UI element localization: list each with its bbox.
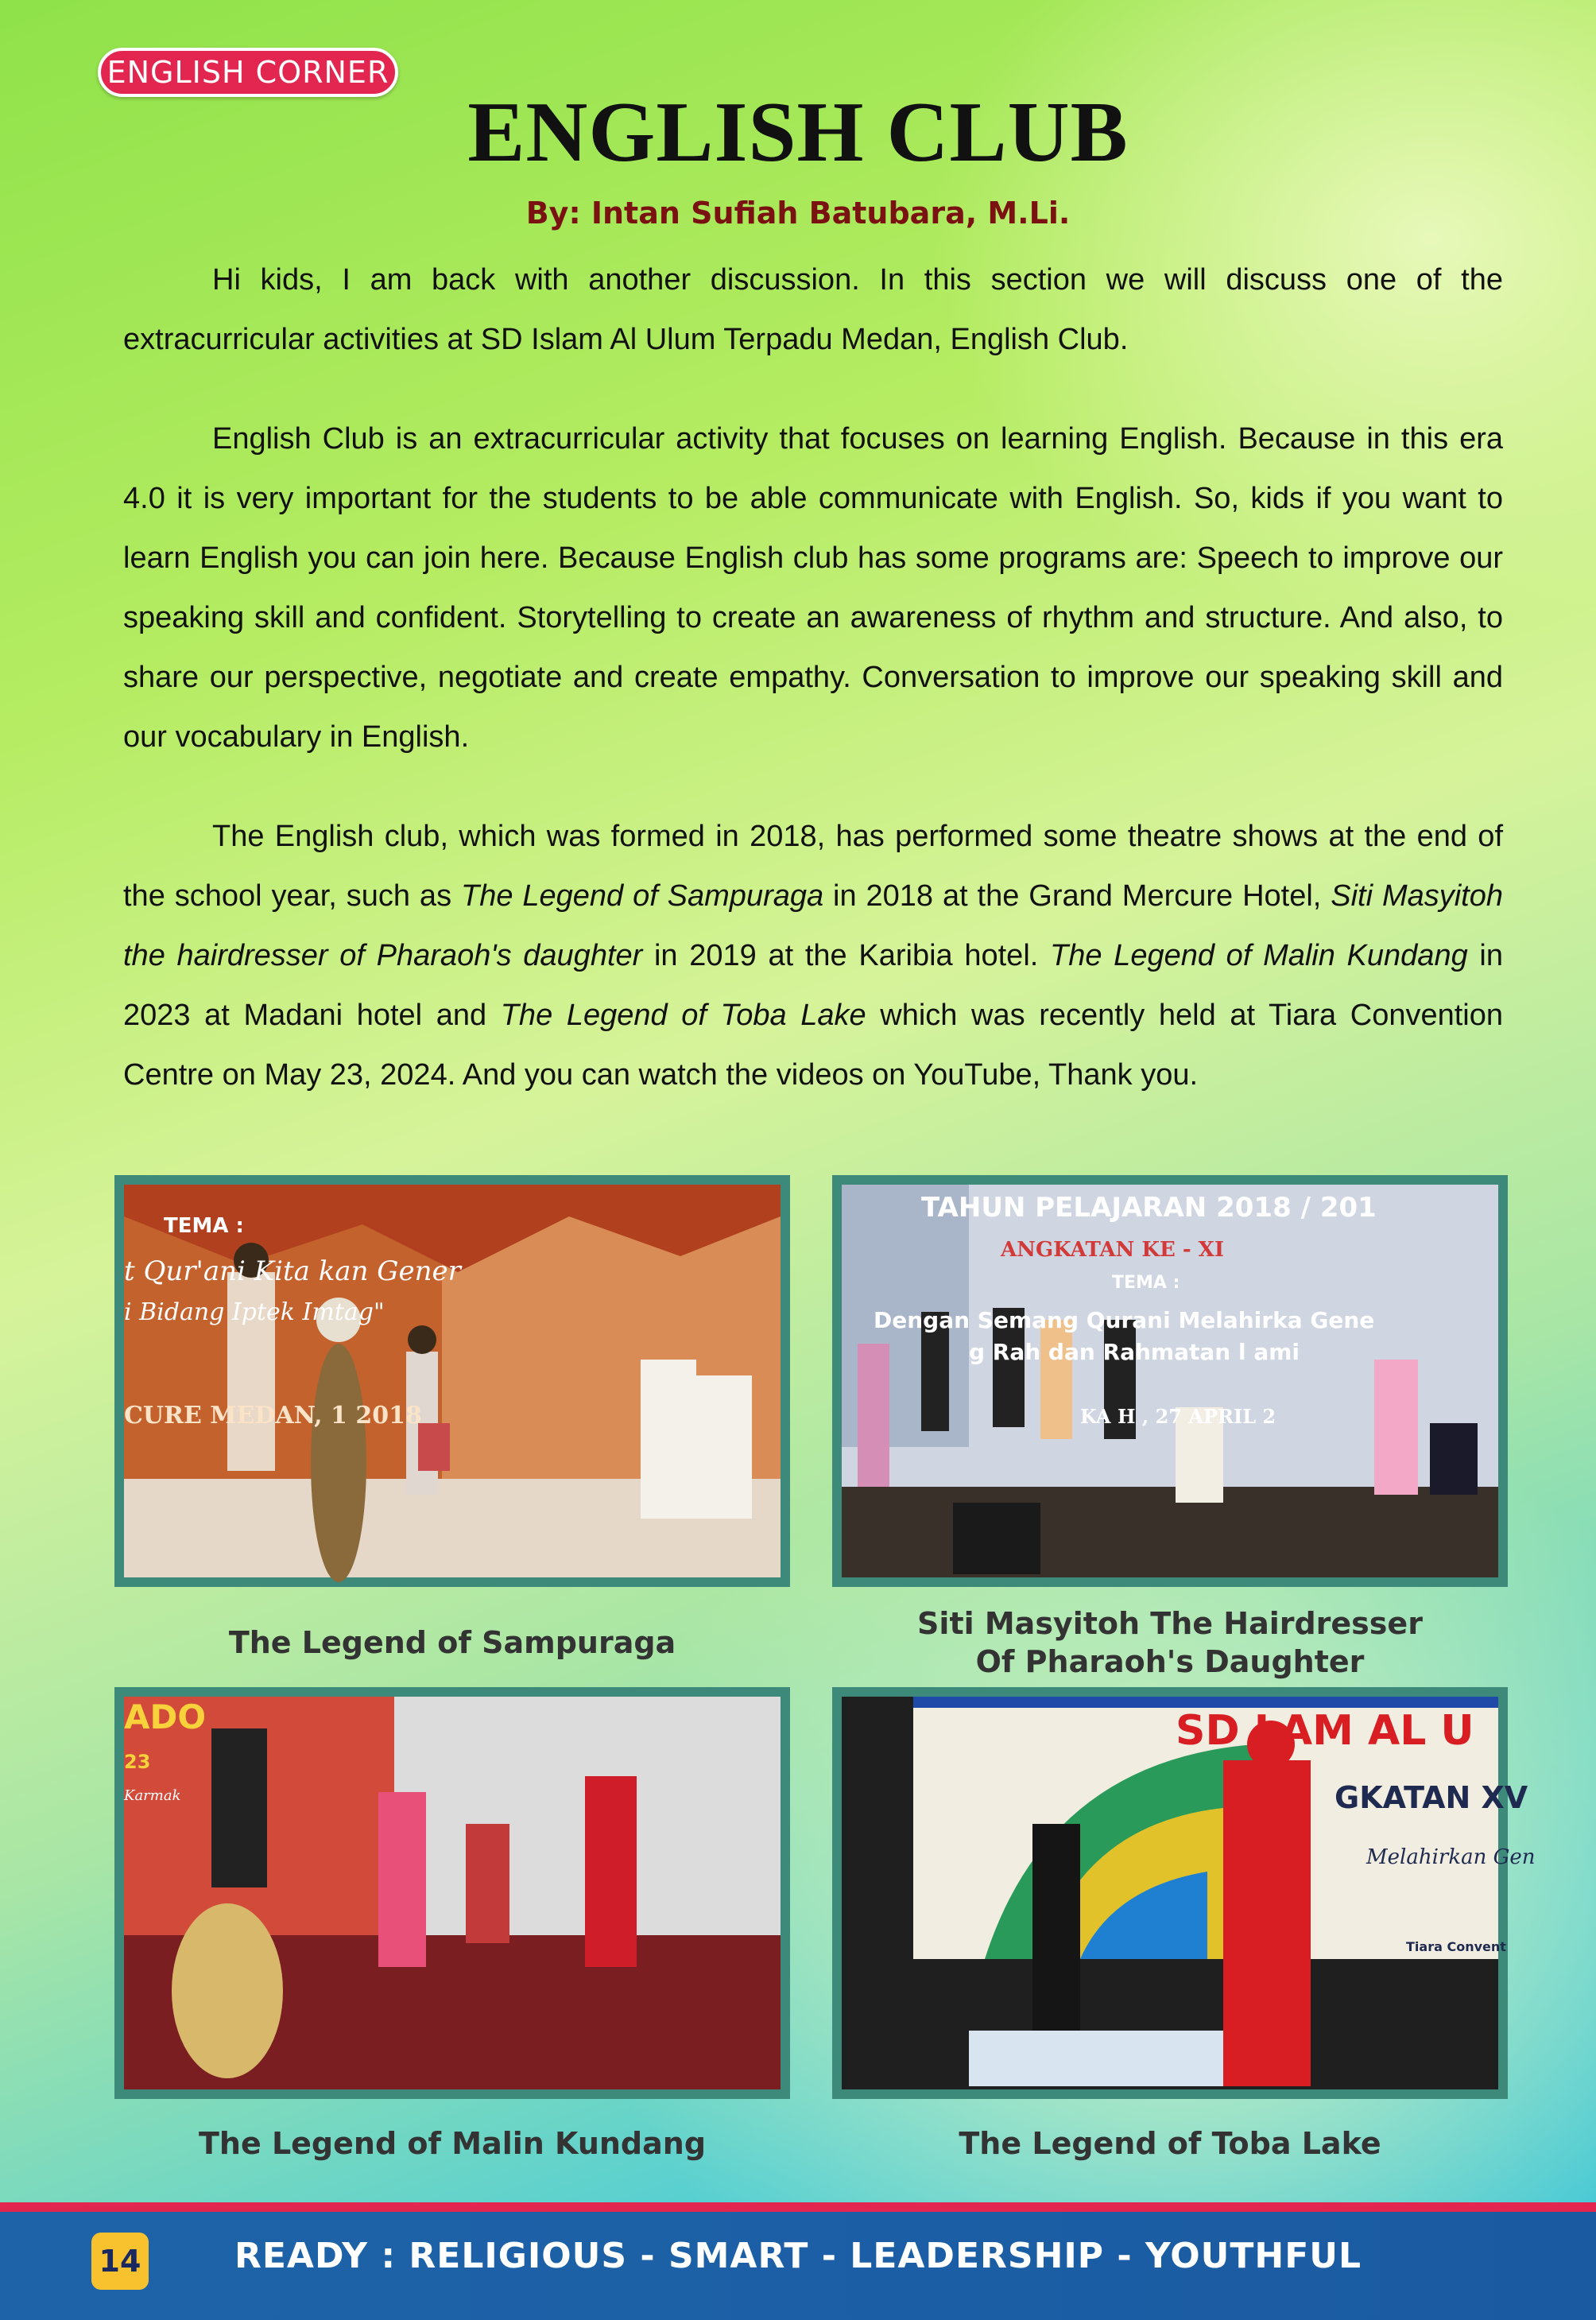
photo-banner-text: ADO <box>124 1697 207 1736</box>
photo-banner-text: 23 <box>124 1751 151 1773</box>
stage-photo <box>124 1697 781 2089</box>
photo-banner-text: Karmak <box>124 1787 181 1804</box>
section-badge: ENGLISH CORNER <box>98 48 398 97</box>
footer-stripe <box>0 2202 1596 2212</box>
photo-banner-text: TAHUN PELAJARAN 2018 / 201 <box>921 1192 1377 1224</box>
caption-line: Of Pharaoh's Daughter <box>975 1644 1365 1679</box>
author-byline: By: Intan Sufiah Batubara, M.Li. <box>525 196 1071 231</box>
photo-toba-lake <box>832 1687 1536 2099</box>
photo-banner-text: SD LAM AL U <box>1176 1707 1474 1755</box>
text-run: which was recently held at Tiara Convention Centre on May 23, 2024. And you can watch the videos on YouTube, Thank you. <box>123 999 1503 1092</box>
photo-banner-text: TEMA : <box>164 1214 244 1238</box>
play-title: Siti Masyitoh the hairdresser of Pharaoh's daughter <box>123 879 1503 972</box>
article-body <box>123 250 1503 1145</box>
photo-banner-text: Dengan Semang Qurani Melahirka Gene <box>874 1307 1375 1333</box>
play-title: The Legend of Sampuraga <box>460 879 824 913</box>
photo-malin-kundang <box>114 1687 790 2099</box>
photo-caption: The Legend of Toba Lake <box>959 2126 1381 2161</box>
photo-banner-text: CURE MEDAN, 1 2018 <box>124 1402 422 1430</box>
text-run: in 2023 at Madani hotel and <box>123 939 1503 1032</box>
paragraph-intro: Hi kids, I am back with another discussion. In this section we will discuss one of the extracurricular activities at SD Islam Al Ulum Terpadu Medan, English Club. <box>123 263 1503 356</box>
photo-banner-text: g Rah dan Rahmatan l ami <box>969 1339 1300 1365</box>
photo-caption: The Legend of Sampuraga <box>228 1625 676 1660</box>
paragraph-history <box>123 807 1503 1105</box>
photo-banner-text: KA H , 27 APRIL 2 <box>1080 1405 1276 1428</box>
photo-banner-text: i Bidang Iptek Imtag" <box>124 1298 385 1326</box>
stage-photo <box>124 1185 781 1577</box>
stage-photo <box>842 1185 1498 1577</box>
photo-sampuraga <box>114 1175 790 1587</box>
photo-banner-text: Melahirkan Gen <box>1366 1845 1536 1869</box>
play-title: The Legend of Malin Kundang <box>1050 939 1468 972</box>
page-title: ENGLISH CLUB <box>467 85 1129 180</box>
text-run: in 2018 at the Grand Mercure Hotel, <box>823 879 1331 913</box>
photo-caption: The Legend of Malin Kundang <box>198 2126 707 2161</box>
photo-banner-text: TEMA : <box>1112 1273 1180 1293</box>
photo-banner-text: GKATAN XV <box>1335 1780 1528 1815</box>
caption-line: Siti Masyitoh The Hairdresser <box>917 1606 1423 1641</box>
photo-siti-masyitoh <box>832 1175 1508 1587</box>
photo-banner-text: ANGKATAN KE - XI <box>1001 1238 1224 1262</box>
play-title: The Legend of Toba Lake <box>500 999 866 1032</box>
page-number: 14 <box>91 2233 149 2290</box>
photo-caption <box>832 1604 1508 1681</box>
photo-banner-text: Tiara Convent <box>1406 1939 1506 1954</box>
footer-tagline: READY : RELIGIOUS - SMART - LEADERSHIP - YOUTHFUL <box>234 2236 1362 2276</box>
paragraph-programs: English Club is an extracurricular activity that focuses on learning English. Because in this era 4.0 it is very important for the students to be able communicate with English. So, kids if you want to learn English you can join here. Because English club has some programs are: Speech to improve our speaking skill and confident. Storytelling to create an awareness of rhythm and structure. And also, to share our perspective, negotiate and create empathy. Conversation to improve our speaking skill and our vocabulary in English. <box>123 422 1503 754</box>
text-run: The English club, which was formed in 2018, has performed some theatre shows at the end of the school year, such as <box>123 820 1503 913</box>
text-run: in 2019 at the Karibia hotel. <box>642 939 1051 972</box>
photo-banner-text: t Qur'ani Kita kan Gener <box>124 1255 461 1287</box>
stage-photo <box>842 1697 1536 2089</box>
